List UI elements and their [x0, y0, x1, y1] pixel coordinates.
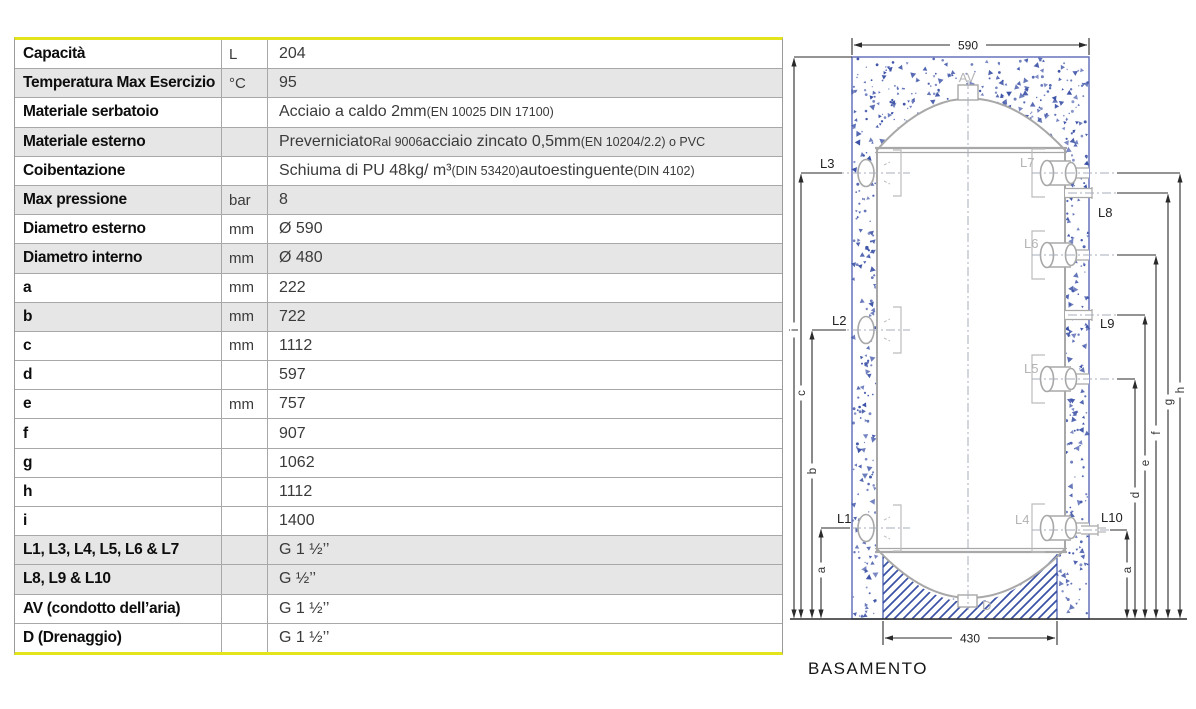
dim-430: 430: [959, 631, 981, 646]
spec-label: L8, L9 & L10: [23, 570, 111, 588]
spec-value: 95: [267, 69, 782, 97]
port-label-l6: L6: [1024, 236, 1039, 251]
port-label-l9: L9: [1100, 316, 1115, 331]
spec-unit: °C: [221, 69, 267, 97]
spec-row: [15, 449, 782, 478]
spec-value: 8: [267, 186, 782, 214]
spec-label: L1, L3, L4, L5, L6 & L7: [23, 541, 179, 559]
spec-row: [15, 507, 782, 536]
spec-value: 907: [267, 419, 782, 447]
dim-label-h: h: [1175, 386, 1187, 394]
spec-unit: [221, 595, 267, 623]
port-label-l8: L8: [1098, 205, 1113, 220]
spec-row: [15, 215, 782, 244]
spec-unit: [221, 624, 267, 652]
spec-row: [15, 419, 782, 448]
spec-value: Acciaio a caldo 2mm (EN 10025 DIN 17100): [267, 98, 782, 126]
spec-row: [15, 390, 782, 419]
port-label-l1: L1: [837, 511, 852, 526]
spec-unit: mm: [221, 274, 267, 302]
spec-row: [15, 624, 782, 652]
spec-label: Diametro interno: [23, 249, 143, 267]
spec-unit: [221, 98, 267, 126]
dim-590: 590: [957, 38, 979, 53]
spec-value: Preverniciato Ral 9006 acciaio zincato 0,5mm (EN 10204/2.2) o PVC: [267, 128, 782, 156]
spec-label: D (Drenaggio): [23, 628, 122, 646]
spec-label: Coibentazione: [23, 161, 126, 179]
spec-label: g: [23, 453, 33, 471]
spec-label: h: [23, 482, 33, 500]
dim-label-c: c: [796, 390, 808, 396]
port-label-l3: L3: [820, 156, 835, 171]
spec-unit: [221, 507, 267, 535]
spec-value: 722: [267, 303, 782, 331]
spec-unit: mm: [221, 303, 267, 331]
spec-row: [15, 157, 782, 186]
spec-unit: L: [221, 40, 267, 68]
dim-label-d: d: [1130, 491, 1142, 499]
spec-unit: [221, 536, 267, 564]
dim-label-e: e: [1140, 459, 1152, 467]
spec-label: Materiale esterno: [23, 132, 146, 150]
port-label-l10: L10: [1101, 510, 1123, 525]
spec-value: 757: [267, 390, 782, 418]
spec-row: [15, 274, 782, 303]
spec-label: Temperatura Max Esercizio: [23, 74, 216, 92]
spec-row: [15, 69, 782, 98]
dim-label-i: i: [789, 328, 801, 332]
spec-value: 597: [267, 361, 782, 389]
spec-unit: [221, 565, 267, 593]
spec-value: 1112: [267, 478, 782, 506]
spec-value: Ø 480: [267, 244, 782, 272]
port-label-d: D: [982, 598, 992, 613]
spec-row: [15, 128, 782, 157]
spec-label: d: [23, 366, 33, 384]
spec-value: G 1 ½’’: [267, 624, 782, 652]
spec-unit: [221, 361, 267, 389]
port-label-l2: L2: [832, 313, 847, 328]
spec-row: [15, 303, 782, 332]
spec-value: G 1 ½’’: [267, 595, 782, 623]
diagram-caption: BASAMENTO: [808, 659, 928, 678]
spec-unit: [221, 419, 267, 447]
dim-label-b: b: [807, 467, 819, 475]
spec-value: 1062: [267, 449, 782, 477]
spec-value: Schiuma di PU 48kg/ m³ (DIN 53420) autoestinguente (DIN 4102): [267, 157, 782, 185]
spec-row: [15, 98, 782, 127]
spec-label: Materiale serbatoio: [23, 103, 159, 121]
spec-label: AV (condotto dell’aria): [23, 599, 181, 617]
spec-value: 204: [267, 40, 782, 68]
spec-row: [15, 361, 782, 390]
spec-label: b: [23, 307, 33, 325]
port-label-l4: L4: [1015, 512, 1030, 527]
spec-row: [15, 186, 782, 215]
spec-unit: mm: [221, 244, 267, 272]
spec-unit: mm: [221, 332, 267, 360]
spec-row: [15, 244, 782, 273]
spec-value: Ø 590: [267, 215, 782, 243]
spec-table: [14, 37, 783, 655]
port-label-l7: L7: [1020, 155, 1035, 170]
spec-row: [15, 478, 782, 507]
tank-diagram-svg: [780, 25, 1196, 685]
dim-label-g: g: [1163, 398, 1175, 406]
spec-label: e: [23, 395, 32, 413]
spec-row: [15, 332, 782, 361]
tank-diagram: [780, 25, 1196, 685]
spec-unit: [221, 449, 267, 477]
dim-label-a_right: a: [1122, 566, 1134, 574]
spec-row: [15, 536, 782, 565]
spec-unit: [221, 478, 267, 506]
spec-unit: mm: [221, 390, 267, 418]
spec-label: c: [23, 336, 32, 354]
spec-label: a: [23, 278, 32, 296]
spec-unit: [221, 157, 267, 185]
dim-label-a_left: a: [816, 566, 828, 574]
spec-value: 222: [267, 274, 782, 302]
dim-label-f: f: [1151, 431, 1163, 435]
spec-value: 1112: [267, 332, 782, 360]
spec-value: G ½’’: [267, 565, 782, 593]
spec-unit: mm: [221, 215, 267, 243]
spec-value: G 1 ½’’: [267, 536, 782, 564]
spec-row: [15, 565, 782, 594]
spec-unit: bar: [221, 186, 267, 214]
port-label-av: AV: [958, 70, 976, 85]
spec-label: f: [23, 424, 28, 442]
spec-label: Max pressione: [23, 191, 127, 209]
spec-label: Capacità: [23, 45, 86, 63]
port-label-l5: L5: [1024, 361, 1039, 376]
spec-value: 1400: [267, 507, 782, 535]
spec-label: i: [23, 512, 28, 530]
spec-row: [15, 595, 782, 624]
spec-unit: [221, 128, 267, 156]
spec-label: Diametro esterno: [23, 220, 146, 238]
spec-row: [15, 40, 782, 69]
